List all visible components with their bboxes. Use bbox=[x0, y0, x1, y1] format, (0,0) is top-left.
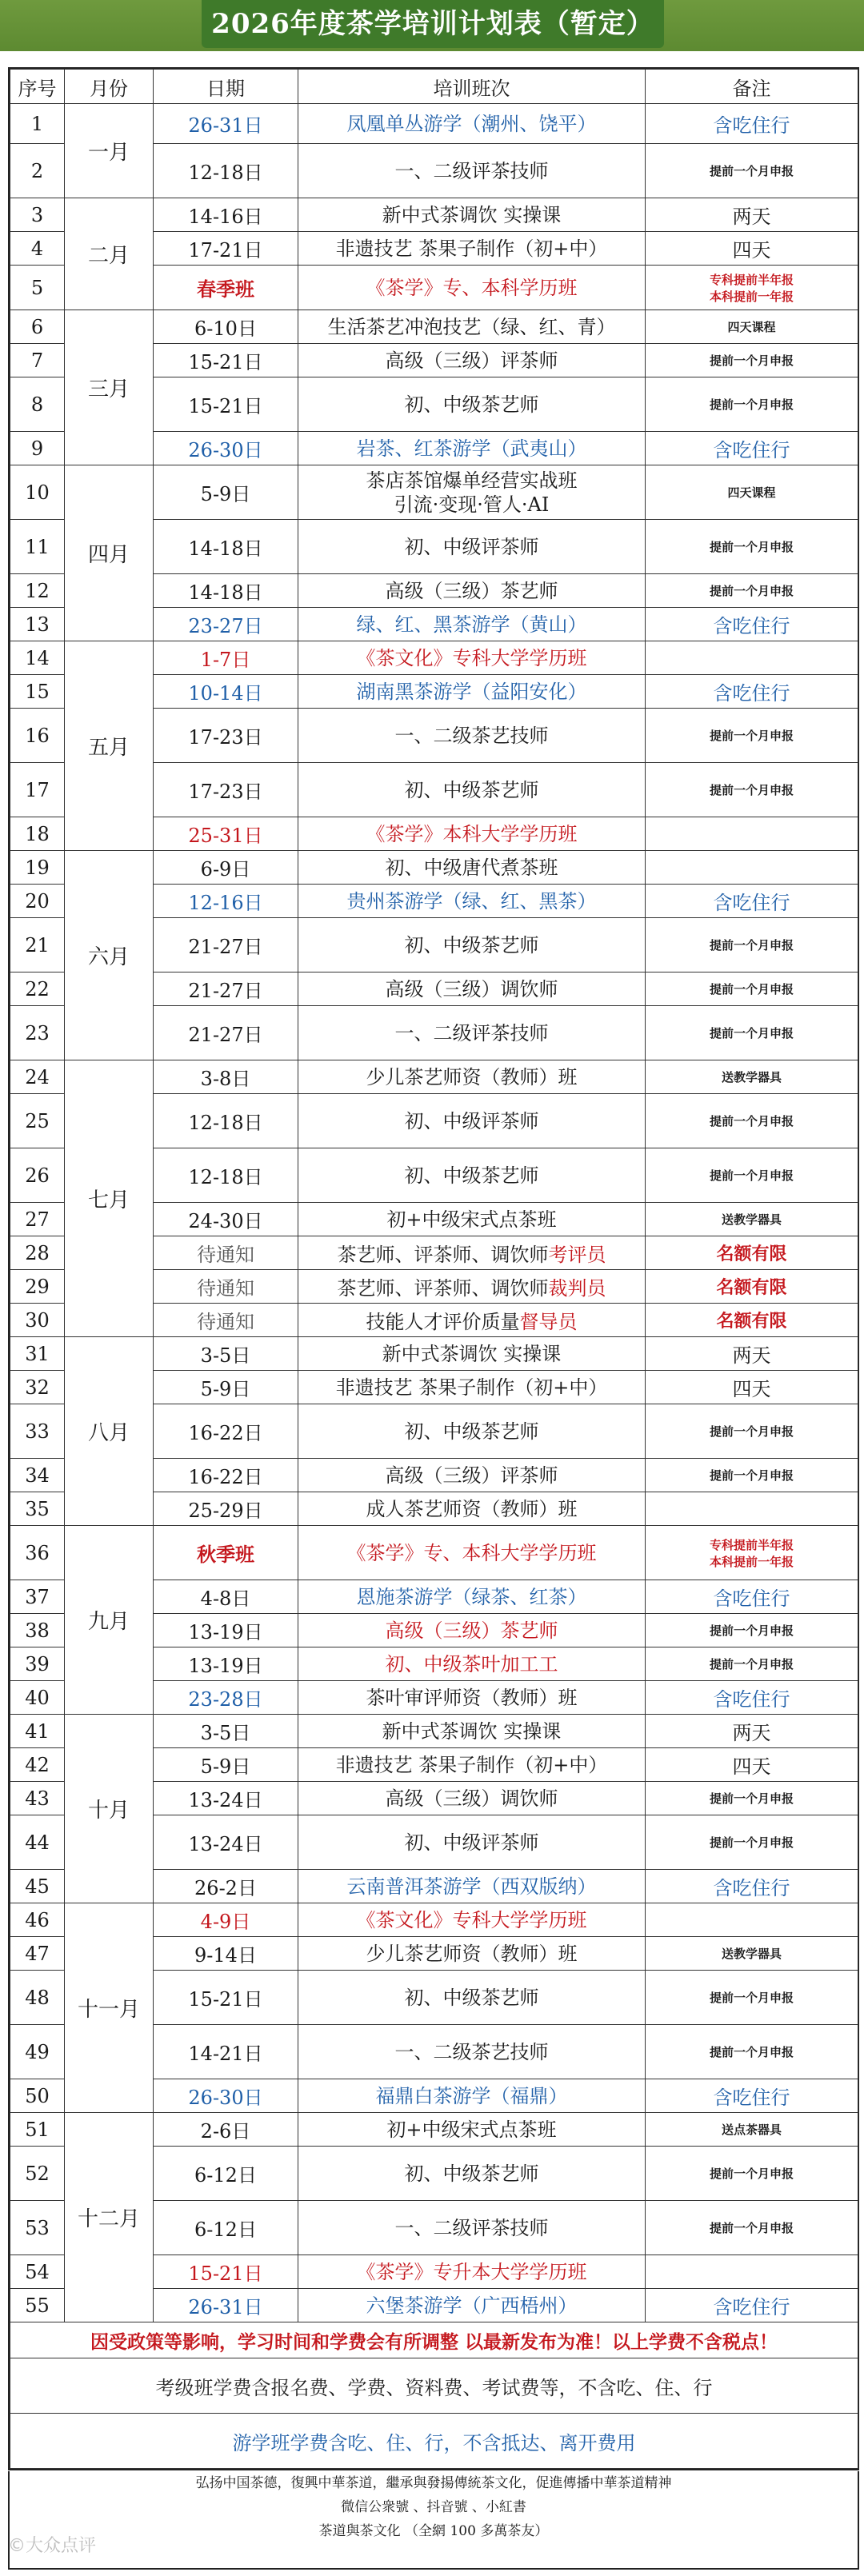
course-role: 督导员 bbox=[519, 1311, 578, 1333]
month-cell: 二月 bbox=[65, 198, 154, 310]
row-index: 11 bbox=[10, 520, 65, 574]
header-course: 培训班次 bbox=[298, 70, 646, 104]
note-cell: 含吃住行 bbox=[646, 1681, 858, 1715]
course-cell: 初、中级茶艺师 bbox=[298, 1148, 646, 1203]
table-row bbox=[10, 851, 858, 885]
course-cell: 一、二级评茶技师 bbox=[298, 2201, 646, 2255]
course-cell: 一、二级茶艺技师 bbox=[298, 2025, 646, 2079]
month-cell: 五月 bbox=[65, 641, 154, 851]
table-row bbox=[10, 465, 858, 520]
course-cell: 高级（三级）茶艺师 bbox=[298, 574, 646, 608]
date-cell: 26-2日 bbox=[154, 1870, 298, 1903]
row-index: 37 bbox=[10, 1580, 65, 1614]
month-cell: 七月 bbox=[65, 1060, 154, 1337]
course-cell: 初、中级茶艺师 bbox=[298, 2147, 646, 2201]
row-index: 27 bbox=[10, 1203, 65, 1236]
note-cell: 专科提前半年报 本科提前一年报 bbox=[646, 266, 858, 310]
note-cell: 提前一个月申报 bbox=[646, 1006, 858, 1060]
row-index: 38 bbox=[10, 1614, 65, 1647]
course-cell: 恩施茶游学（绿茶、红茶） bbox=[298, 1580, 646, 1614]
note-cell bbox=[646, 817, 858, 851]
row-index: 41 bbox=[10, 1715, 65, 1748]
note-cell: 名额有限 bbox=[646, 1304, 858, 1337]
course-cell: 湖南黑茶游学（益阳安化） bbox=[298, 675, 646, 709]
account-name-line: 茶道與茶文化 （全網 100 多萬茶友） bbox=[318, 2523, 549, 2539]
note-cell: 含吃住行 bbox=[646, 675, 858, 709]
date-cell: 13-19日 bbox=[154, 1614, 298, 1647]
table-row bbox=[10, 641, 858, 675]
date-cell: 15-21日 bbox=[154, 2255, 298, 2289]
row-index: 18 bbox=[10, 817, 65, 851]
row-index: 32 bbox=[10, 1371, 65, 1404]
course-cell: 高级（三级）茶艺师 bbox=[298, 1614, 646, 1647]
note-cell: 送点茶器具 bbox=[646, 2113, 858, 2147]
row-index: 35 bbox=[10, 1492, 65, 1526]
note-cell: 四天课程 bbox=[646, 465, 858, 520]
course-cell: 高级（三级）调饮师 bbox=[298, 1782, 646, 1815]
course-cell: 初、中级评茶师 bbox=[298, 1815, 646, 1870]
course-cell: 岩茶、红茶游学（武夷山） bbox=[298, 432, 646, 465]
row-index: 26 bbox=[10, 1148, 65, 1203]
date-cell: 14-21日 bbox=[154, 2025, 298, 2079]
row-index: 29 bbox=[10, 1270, 65, 1304]
note-cell: 提前一个月申报 bbox=[646, 1647, 858, 1681]
date-cell: 26-30日 bbox=[154, 2079, 298, 2113]
course-cell: 高级（三级）调饮师 bbox=[298, 972, 646, 1006]
date-cell: 秋季班 bbox=[154, 1526, 298, 1580]
social-accounts-line: 微信公衆號 、抖音號 、小紅書 bbox=[341, 2499, 526, 2515]
note-cell: 提前一个月申报 bbox=[646, 1404, 858, 1459]
note-cell: 送教学器具 bbox=[646, 1937, 858, 1971]
row-index: 52 bbox=[10, 2147, 65, 2201]
header-index: 序号 bbox=[10, 70, 65, 104]
note-cell: 名额有限 bbox=[646, 1270, 858, 1304]
table-body bbox=[10, 104, 858, 2322]
date-cell: 23-28日 bbox=[154, 1681, 298, 1715]
row-index: 22 bbox=[10, 972, 65, 1006]
row-index: 31 bbox=[10, 1337, 65, 1371]
course-role: 裁判员 bbox=[548, 1277, 606, 1300]
course-cell: 初、中级茶艺师 bbox=[298, 1971, 646, 2025]
course-cell: 一、二级评茶技师 bbox=[298, 144, 646, 198]
course-cell: 茶叶审评师资（教师）班 bbox=[298, 1681, 646, 1715]
row-index: 28 bbox=[10, 1236, 65, 1270]
date-cell: 13-19日 bbox=[154, 1647, 298, 1681]
course-cell: 茶店茶馆爆单经营实战班 引流·变现·管人·AI bbox=[298, 465, 646, 520]
date-cell: 3-5日 bbox=[154, 1715, 298, 1748]
note-cell: 送教学器具 bbox=[646, 1203, 858, 1236]
note-cell bbox=[646, 1492, 858, 1526]
row-index: 5 bbox=[10, 266, 65, 310]
row-index: 9 bbox=[10, 432, 65, 465]
course-cell: 绿、红、黑茶游学（黄山） bbox=[298, 608, 646, 641]
course-cell: 《茶学》专、本科大学学历班 bbox=[298, 1526, 646, 1580]
note-cell: 专科提前半年报 本科提前一年报 bbox=[646, 1526, 858, 1580]
course-cell: 新中式茶调饮 实操课 bbox=[298, 198, 646, 232]
row-index: 33 bbox=[10, 1404, 65, 1459]
row-index: 24 bbox=[10, 1060, 65, 1094]
note-cell: 两天 bbox=[646, 198, 858, 232]
course-cell: 少儿茶艺师资（教师）班 bbox=[298, 1060, 646, 1094]
course-cell bbox=[298, 1270, 646, 1304]
date-cell: 26-31日 bbox=[154, 2289, 298, 2322]
note-cell: 含吃住行 bbox=[646, 2289, 858, 2322]
date-cell: 23-27日 bbox=[154, 608, 298, 641]
date-cell: 12-18日 bbox=[154, 1148, 298, 1203]
row-index: 43 bbox=[10, 1782, 65, 1815]
table-row bbox=[10, 1337, 858, 1371]
row-index: 51 bbox=[10, 2113, 65, 2147]
schedule-table-wrapper bbox=[8, 67, 859, 2470]
date-cell: 5-9日 bbox=[154, 1371, 298, 1404]
date-cell: 5-9日 bbox=[154, 465, 298, 520]
date-cell: 13-24日 bbox=[154, 1815, 298, 1870]
date-cell: 4-9日 bbox=[154, 1903, 298, 1937]
row-index: 13 bbox=[10, 608, 65, 641]
row-index: 49 bbox=[10, 2025, 65, 2079]
row-index: 1 bbox=[10, 104, 65, 144]
note-cell: 提前一个月申报 bbox=[646, 144, 858, 198]
course-cell: 高级（三级）评茶师 bbox=[298, 1459, 646, 1492]
course-cell: 《茶学》专升本大学学历班 bbox=[298, 2255, 646, 2289]
date-cell: 12-18日 bbox=[154, 1094, 298, 1148]
row-index: 16 bbox=[10, 709, 65, 763]
date-cell: 15-21日 bbox=[154, 344, 298, 377]
month-cell: 八月 bbox=[65, 1337, 154, 1526]
date-cell: 6-12日 bbox=[154, 2201, 298, 2255]
course-cell: 高级（三级）评茶师 bbox=[298, 344, 646, 377]
date-cell: 4-8日 bbox=[154, 1580, 298, 1614]
date-cell: 14-18日 bbox=[154, 520, 298, 574]
course-cell: 初、中级评茶师 bbox=[298, 1094, 646, 1148]
schedule-table bbox=[10, 69, 858, 2469]
watermark: ©大众点评 bbox=[8, 2536, 97, 2556]
note-cell: 名额有限 bbox=[646, 1236, 858, 1270]
course-cell: 非遗技艺 茶果子制作（初+中） bbox=[298, 1748, 646, 1782]
row-index: 46 bbox=[10, 1903, 65, 1937]
row-index: 30 bbox=[10, 1304, 65, 1337]
note-cell: 含吃住行 bbox=[646, 1870, 858, 1903]
course-cell: 新中式茶调饮 实操课 bbox=[298, 1715, 646, 1748]
table-row bbox=[10, 310, 858, 344]
date-cell: 15-21日 bbox=[154, 1971, 298, 2025]
note-cell: 提前一个月申报 bbox=[646, 2147, 858, 2201]
note-cell: 四天课程 bbox=[646, 310, 858, 344]
note-cell bbox=[646, 1903, 858, 1937]
date-cell: 6-12日 bbox=[154, 2147, 298, 2201]
note-cell: 两天 bbox=[646, 1715, 858, 1748]
row-index: 10 bbox=[10, 465, 65, 520]
course-cell: 新中式茶调饮 实操课 bbox=[298, 1337, 646, 1371]
course-cell: 福鼎白茶游学（福鼎） bbox=[298, 2079, 646, 2113]
note-cell bbox=[646, 851, 858, 885]
month-cell: 一月 bbox=[65, 104, 154, 198]
bottom-slogan bbox=[8, 2471, 859, 2570]
note-cell: 提前一个月申报 bbox=[646, 1094, 858, 1148]
note-cell: 提前一个月申报 bbox=[646, 709, 858, 763]
row-index: 25 bbox=[10, 1094, 65, 1148]
row-index: 36 bbox=[10, 1526, 65, 1580]
row-index: 48 bbox=[10, 1971, 65, 2025]
date-cell: 16-22日 bbox=[154, 1459, 298, 1492]
row-index: 15 bbox=[10, 675, 65, 709]
row-index: 50 bbox=[10, 2079, 65, 2113]
date-cell: 15-21日 bbox=[154, 377, 298, 432]
note-cell: 提前一个月申报 bbox=[646, 918, 858, 972]
date-cell: 21-27日 bbox=[154, 972, 298, 1006]
note-cell: 提前一个月申报 bbox=[646, 574, 858, 608]
date-cell: 17-23日 bbox=[154, 763, 298, 817]
course-cell: 成人茶艺师资（教师）班 bbox=[298, 1492, 646, 1526]
course-cell: 初、中级茶艺师 bbox=[298, 918, 646, 972]
month-cell: 六月 bbox=[65, 851, 154, 1060]
month-cell: 九月 bbox=[65, 1526, 154, 1715]
date-cell: 12-16日 bbox=[154, 885, 298, 918]
date-cell: 10-14日 bbox=[154, 675, 298, 709]
course-cell: 初+中级宋式点茶班 bbox=[298, 2113, 646, 2147]
date-cell: 12-18日 bbox=[154, 144, 298, 198]
note-cell: 四天 bbox=[646, 232, 858, 266]
table-row bbox=[10, 104, 858, 144]
note-cell: 提前一个月申报 bbox=[646, 2025, 858, 2079]
date-cell: 2-6日 bbox=[154, 2113, 298, 2147]
date-cell: 16-22日 bbox=[154, 1404, 298, 1459]
note-cell: 两天 bbox=[646, 1337, 858, 1371]
slogan-line: 弘扬中国茶德，復興中華茶道，繼承與發揚傳統茶文化，促進傳播中華茶道精神 bbox=[195, 2475, 672, 2491]
note-cell: 送教学器具 bbox=[646, 1060, 858, 1094]
exam-fee-note: 考级班学费含报名费、学费、资料费、考试费等，不含吃、住、行 bbox=[10, 2358, 858, 2414]
row-index: 53 bbox=[10, 2201, 65, 2255]
row-index: 47 bbox=[10, 1937, 65, 1971]
date-cell: 17-23日 bbox=[154, 709, 298, 763]
row-index: 44 bbox=[10, 1815, 65, 1870]
course-cell: 《茶文化》专科大学学历班 bbox=[298, 1903, 646, 1937]
date-cell: 9-14日 bbox=[154, 1937, 298, 1971]
note-cell: 含吃住行 bbox=[646, 104, 858, 144]
note-cell: 提前一个月申报 bbox=[646, 763, 858, 817]
note-cell: 四天 bbox=[646, 1748, 858, 1782]
month-cell: 十月 bbox=[65, 1715, 154, 1903]
date-cell: 春季班 bbox=[154, 266, 298, 310]
course-cell: 六堡茶游学（广西梧州） bbox=[298, 2289, 646, 2322]
header-date: 日期 bbox=[154, 70, 298, 104]
course-cell bbox=[298, 1304, 646, 1337]
note-cell: 提前一个月申报 bbox=[646, 377, 858, 432]
row-index: 54 bbox=[10, 2255, 65, 2289]
date-cell: 6-9日 bbox=[154, 851, 298, 885]
course-cell: 初、中级茶叶加工工 bbox=[298, 1647, 646, 1681]
date-cell: 3-5日 bbox=[154, 1337, 298, 1371]
date-cell: 25-31日 bbox=[154, 817, 298, 851]
note-cell: 提前一个月申报 bbox=[646, 1148, 858, 1203]
note-cell: 提前一个月申报 bbox=[646, 1971, 858, 2025]
note-cell: 四天 bbox=[646, 1371, 858, 1404]
row-index: 14 bbox=[10, 641, 65, 675]
row-index: 6 bbox=[10, 310, 65, 344]
course-cell: 初、中级茶艺师 bbox=[298, 763, 646, 817]
table-row bbox=[10, 2113, 858, 2147]
row-index: 21 bbox=[10, 918, 65, 972]
row-index: 39 bbox=[10, 1647, 65, 1681]
table-row bbox=[10, 198, 858, 232]
note-cell: 含吃住行 bbox=[646, 432, 858, 465]
course-prefix: 技能人才评价质量 bbox=[366, 1311, 520, 1333]
row-index: 23 bbox=[10, 1006, 65, 1060]
date-cell: 待通知 bbox=[154, 1304, 298, 1337]
table-row bbox=[10, 1526, 858, 1580]
note-cell: 提前一个月申报 bbox=[646, 344, 858, 377]
course-cell: 一、二级评茶技师 bbox=[298, 1006, 646, 1060]
row-index: 7 bbox=[10, 344, 65, 377]
course-cell: 《茶学》本科大学学历班 bbox=[298, 817, 646, 851]
tour-fee-note: 游学班学费含吃、住、行，不含抵达、离开费用 bbox=[10, 2414, 858, 2469]
date-cell: 3-8日 bbox=[154, 1060, 298, 1094]
row-index: 2 bbox=[10, 144, 65, 198]
month-cell: 四月 bbox=[65, 465, 154, 641]
course-prefix: 茶艺师、评茶师、调饮师 bbox=[337, 1244, 549, 1266]
note-cell: 提前一个月申报 bbox=[646, 972, 858, 1006]
course-cell: 初、中级茶艺师 bbox=[298, 1404, 646, 1459]
date-cell: 1-7日 bbox=[154, 641, 298, 675]
course-cell: 初、中级茶艺师 bbox=[298, 377, 646, 432]
date-cell: 21-27日 bbox=[154, 1006, 298, 1060]
note-cell bbox=[646, 2255, 858, 2289]
course-cell: 一、二级茶艺技师 bbox=[298, 709, 646, 763]
row-index: 12 bbox=[10, 574, 65, 608]
header-note: 备注 bbox=[646, 70, 858, 104]
note-cell: 含吃住行 bbox=[646, 608, 858, 641]
course-cell: 初、中级唐代煮茶班 bbox=[298, 851, 646, 885]
row-index: 34 bbox=[10, 1459, 65, 1492]
date-cell: 14-18日 bbox=[154, 574, 298, 608]
row-index: 3 bbox=[10, 198, 65, 232]
row-index: 40 bbox=[10, 1681, 65, 1715]
course-role: 考评员 bbox=[548, 1244, 606, 1266]
row-index: 42 bbox=[10, 1748, 65, 1782]
date-cell: 待通知 bbox=[154, 1270, 298, 1304]
note-cell: 含吃住行 bbox=[646, 1580, 858, 1614]
date-cell: 26-30日 bbox=[154, 432, 298, 465]
row-index: 55 bbox=[10, 2289, 65, 2322]
date-cell: 5-9日 bbox=[154, 1748, 298, 1782]
page-title: 2026年度茶学培训计划表（暂定） bbox=[202, 0, 664, 48]
header-month: 月份 bbox=[65, 70, 154, 104]
month-cell: 十二月 bbox=[65, 2113, 154, 2322]
note-cell: 提前一个月申报 bbox=[646, 1782, 858, 1815]
date-cell: 待通知 bbox=[154, 1236, 298, 1270]
course-cell: 云南普洱茶游学（西双版纳） bbox=[298, 1870, 646, 1903]
row-index: 45 bbox=[10, 1870, 65, 1903]
note-cell bbox=[646, 641, 858, 675]
date-cell: 6-10日 bbox=[154, 310, 298, 344]
course-prefix: 茶艺师、评茶师、调饮师 bbox=[337, 1277, 549, 1300]
course-cell bbox=[298, 1236, 646, 1270]
date-cell: 14-16日 bbox=[154, 198, 298, 232]
row-index: 4 bbox=[10, 232, 65, 266]
table-row bbox=[10, 1060, 858, 1094]
course-cell: 贵州茶游学（绿、红、黑茶） bbox=[298, 885, 646, 918]
policy-notice: 因受政策等影响，学习时间和学费会有所调整 以最新发布为准！以上学费不含税点！ bbox=[10, 2322, 858, 2358]
row-index: 19 bbox=[10, 851, 65, 885]
course-cell: 初+中级宋式点茶班 bbox=[298, 1203, 646, 1236]
course-cell: 少儿茶艺师资（教师）班 bbox=[298, 1937, 646, 1971]
note-cell: 提前一个月申报 bbox=[646, 1815, 858, 1870]
course-cell: 生活茶艺冲泡技艺（绿、红、青） bbox=[298, 310, 646, 344]
note-cell: 提前一个月申报 bbox=[646, 2201, 858, 2255]
note-cell: 提前一个月申报 bbox=[646, 520, 858, 574]
course-cell: 非遗技艺 茶果子制作（初+中） bbox=[298, 1371, 646, 1404]
table-row bbox=[10, 1715, 858, 1748]
date-cell: 24-30日 bbox=[154, 1203, 298, 1236]
course-cell: 凤凰单丛游学（潮州、饶平） bbox=[298, 104, 646, 144]
note-cell: 提前一个月申报 bbox=[646, 1459, 858, 1492]
month-cell: 三月 bbox=[65, 310, 154, 465]
table-row bbox=[10, 1903, 858, 1937]
course-cell: 非遗技艺 茶果子制作（初+中） bbox=[298, 232, 646, 266]
date-cell: 17-21日 bbox=[154, 232, 298, 266]
date-cell: 26-31日 bbox=[154, 104, 298, 144]
row-index: 17 bbox=[10, 763, 65, 817]
date-cell: 13-24日 bbox=[154, 1782, 298, 1815]
course-cell: 《茶文化》专科大学学历班 bbox=[298, 641, 646, 675]
month-cell: 十一月 bbox=[65, 1903, 154, 2113]
note-cell: 含吃住行 bbox=[646, 2079, 858, 2113]
course-cell: 《茶学》专、本科学历班 bbox=[298, 266, 646, 310]
table-header-row bbox=[10, 70, 858, 104]
row-index: 20 bbox=[10, 885, 65, 918]
date-cell: 25-29日 bbox=[154, 1492, 298, 1526]
date-cell: 21-27日 bbox=[154, 918, 298, 972]
note-cell: 提前一个月申报 bbox=[646, 1614, 858, 1647]
course-cell: 初、中级评茶师 bbox=[298, 520, 646, 574]
row-index: 8 bbox=[10, 377, 65, 432]
note-cell: 含吃住行 bbox=[646, 885, 858, 918]
